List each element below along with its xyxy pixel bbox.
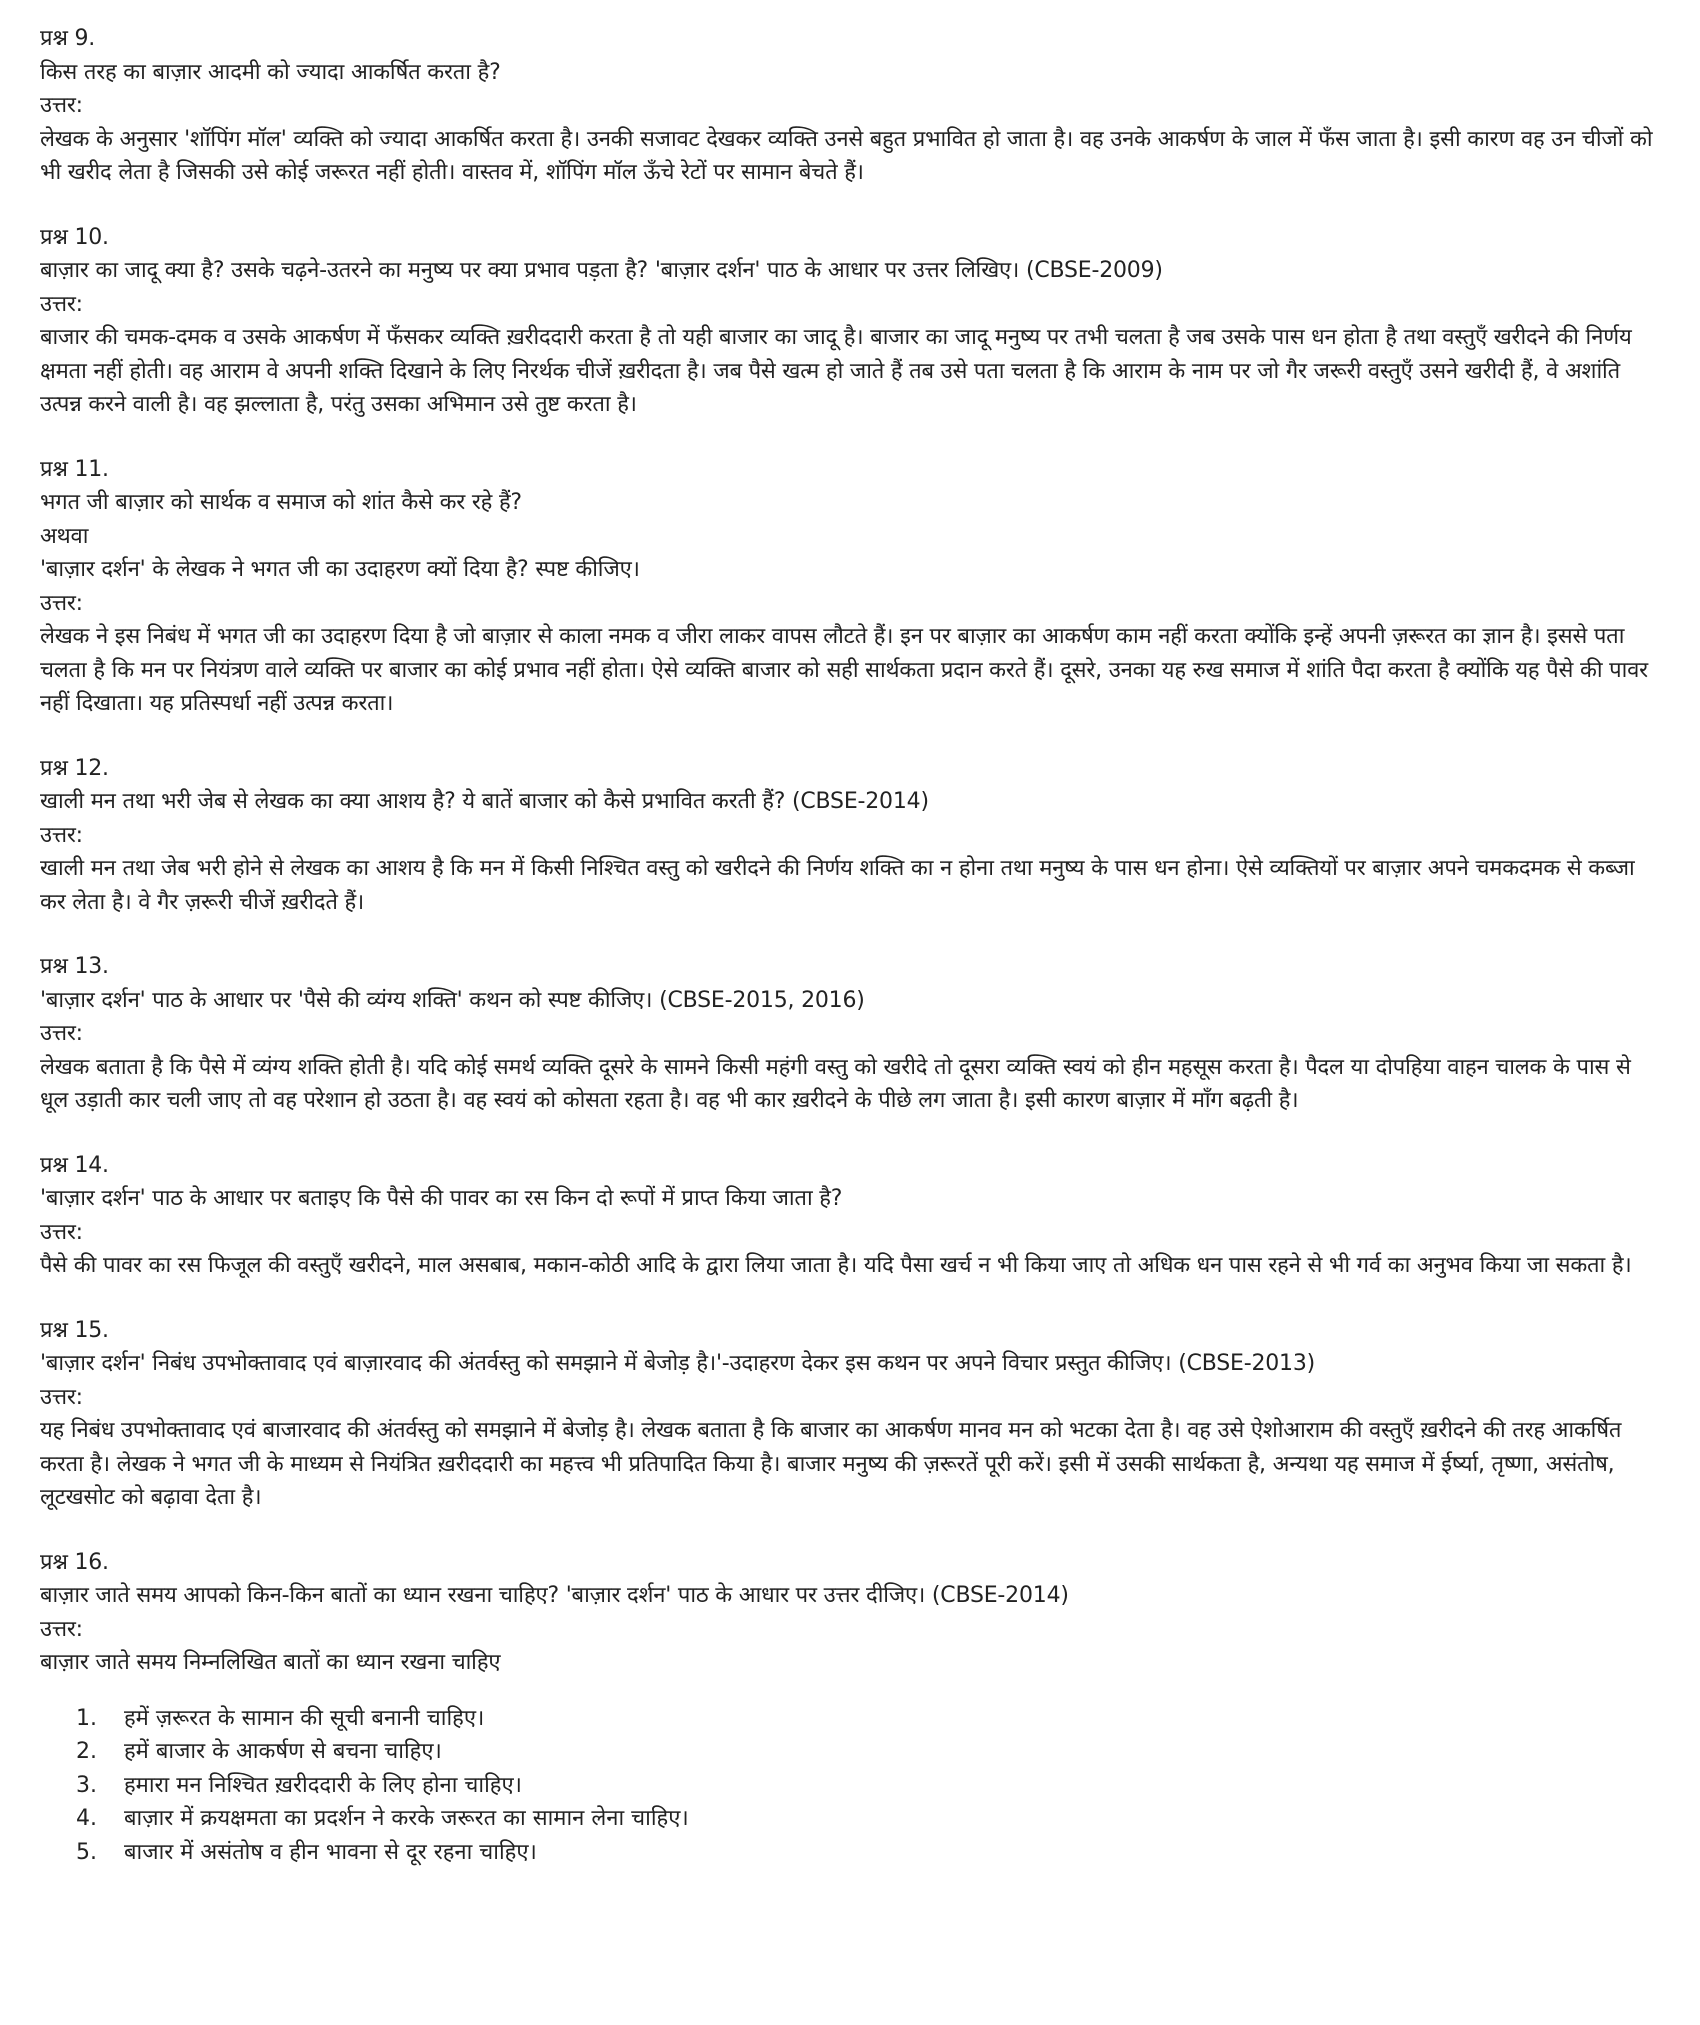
question-number: प्रश्न 16. bbox=[40, 1549, 109, 1575]
answer-numbered-list bbox=[40, 1702, 1664, 1870]
question-number: प्रश्न 9. bbox=[40, 26, 96, 51]
question-text: किस तरह का बाज़ार आदमी को ज्यादा आकर्षित करता है? bbox=[40, 59, 501, 85]
question-block-14 bbox=[40, 1149, 1664, 1283]
question-block-10 bbox=[40, 221, 1664, 422]
list-item: 4. बाज़ार में क्रयक्षमता का प्रदर्शन ने करके जरूरत का सामान लेना चाहिए। bbox=[104, 1802, 1664, 1836]
answer-label: उत्तर: bbox=[40, 822, 83, 848]
question-text: 'बाज़ार दर्शन' पाठ के आधार पर 'पैसे की व्यंग्य शक्ति' कथन को स्पष्ट कीजिए। (CBSE-2015, 2016) bbox=[40, 987, 865, 1013]
question-text: 'बाज़ार दर्शन' निबंध उपभोक्तावाद एवं बाज़ारवाद की अंतर्वस्तु को समझाने में बेजोड़ है।'-उदाहरण देकर इस कथन पर अपने विचार प्रस्तुत कीजिए। (CBSE-2013) bbox=[40, 1351, 1316, 1376]
question-block-12 bbox=[40, 752, 1664, 920]
answer-text: लेखक के अनुसार 'शॉपिंग मॉल' व्यक्ति को ज्यादा आकर्षित करता है। उनकी सजावट देखकर व्यक्ति उनसे बहुत प्रभावित हो जाता है। वह उनके आकर्षण के जाल में फँस जाता है। इसी कारण वह उन चीजों को भी खरीद लेता है जिसकी उसे कोई जरूरत नहीं होती। वास्तव में, शॉपिंग मॉल ऊँचे रेटों पर सामान बेचते हैं। bbox=[40, 126, 1653, 185]
question-text: भगत जी बाज़ार को सार्थक व समाज को शांत कैसे कर रहे हैं? bbox=[40, 490, 522, 515]
answer-text: लेखक बताता है कि पैसे में व्यंग्य शक्ति होती है। यदि कोई समर्थ व्यक्ति दूसरे के सामने किसी महंगी वस्तु को खरीदे तो दूसरा व्यक्ति स्वयं को हीन महसूस करता है। पैदल या दोपहिया वाहन चालक के पास से धूल उड़ाती कार चली जाए तो वह परेशान हो उठता है। वह स्वयं को कोसता रहता है। वह भी कार ख़रीदने के पीछे लग जाता है। इसी कारण बाज़ार में माँग बढ़ती है। bbox=[40, 1054, 1631, 1113]
question-number: प्रश्न 12. bbox=[40, 755, 109, 781]
answer-label: उत्तर: bbox=[40, 1219, 83, 1245]
question-block-9 bbox=[40, 22, 1664, 190]
question-text: खाली मन तथा भरी जेब से लेखक का क्या आशय है? ये बातें बाजार को कैसे प्रभावित करती हैं? (CBSE-2014) bbox=[40, 789, 929, 814]
question-block-11 bbox=[40, 453, 1664, 721]
answer-text: बाजार की चमक-दमक व उसके आकर्षण में फँसकर व्यक्ति ख़रीददारी करता है तो यही बाजार का जादू है। बाजार का जादू मनुष्य पर तभी चलता है जब उसके पास धन होता है तथा वस्तुएँ खरीदने की निर्णय क्षमता नहीं होती। वह आराम वे अपनी शक्ति दिखाने के लिए निरर्थक चीजें ख़रीदता है। जब पैसे खत्म हो जाते हैं तब उसे पता चलता है कि आराम के नाम पर जो गैर जरूरी वस्तुएँ उसने खरीदी हैं, वे अशांति उत्पन्न करने वाली है। वह झल्लाता है, परंतु उसका अभिमान उसे तुष्ट करता है। bbox=[40, 325, 1632, 417]
question-number: प्रश्न 10. bbox=[40, 224, 109, 250]
question-number: प्रश्न 13. bbox=[40, 954, 109, 979]
answer-text: खाली मन तथा जेब भरी होने से लेखक का आशय है कि मन में किसी निश्चित वस्तु को खरीदने की निर्णय शक्ति का न होना तथा मनुष्य के पास धन होना। ऐसे व्यक्तियों पर बाज़ार अपने चमकदमक से कब्जा कर लेता है। वे गैर ज़रूरी चीजें ख़रीदते हैं। bbox=[40, 856, 1635, 915]
question-text: बाज़ार का जादू क्या है? उसके चढ़ने-उतरने का मनुष्य पर क्या प्रभाव पड़ता है? 'बाज़ार दर्शन' पाठ के आधार पर उत्तर लिखिए। (CBSE-2009) bbox=[40, 258, 1163, 283]
list-item: 5. बाजार में असंतोष व हीन भावना से दूर रहना चाहिए। bbox=[104, 1836, 1664, 1870]
answer-text: पैसे की पावर का रस फिजूल की वस्तुएँ खरीदने, माल असबाब, मकान-कोठी आदि के द्वारा लिया जाता है। यदि पैसा खर्च न भी किया जाए तो अधिक धन पास रहने से भी गर्व का अनुभव किया जा सकता है। bbox=[40, 1253, 1632, 1278]
answer-label: उत्तर: bbox=[40, 93, 83, 118]
list-item: 3. हमारा मन निश्चित ख़रीददारी के लिए होना चाहिए। bbox=[104, 1769, 1664, 1803]
question-number: प्रश्न 15. bbox=[40, 1317, 109, 1343]
answer-label: उत्तर: bbox=[40, 291, 83, 317]
answer-label: उत्तर: bbox=[40, 1384, 83, 1410]
question-text: 'बाज़ार दर्शन' पाठ के आधार पर बताइए कि पैसे की पावर का रस किन दो रूपों में प्राप्त किया जाता है? bbox=[40, 1186, 843, 1211]
answer-label: उत्तर: bbox=[40, 1616, 83, 1642]
answer-text: यह निबंध उपभोक्तावाद एवं बाजारवाद की अंतर्वस्तु को समझाने में बेजोड़ है। लेखक बताता है कि बाजार का आकर्षण मानव मन को भटका देता है। वह उसे ऐशोआराम की वस्तुएँ ख़रीदने की तरह आकर्षित करता है। लेखक ने भगत जी के माध्यम से नियंत्रित ख़रीददारी का महत्त्व भी प्रतिपादित किया है। बाजार मनुष्य की ज़रूरतें पूरी करें। इसी में उसकी सार्थकता है, अन्यथा यह समाज में ईर्ष्या, तृष्णा, असंतोष, लूटखसोट को बढ़ावा देता है। bbox=[40, 1418, 1622, 1510]
question-block-16 bbox=[40, 1546, 1664, 1870]
answer-text: लेखक ने इस निबंध में भगत जी का उदाहरण दिया है जो बाज़ार से काला नमक व जीरा लाकर वापस लौटते हैं। इन पर बाज़ार का आकर्षण काम नहीं करता क्योंकि इन्हें अपनी ज़रूरत का ज्ञान है। इससे पता चलता है कि मन पर नियंत्रण वाले व्यक्ति पर बाजार का कोई प्रभाव नहीं होता। ऐसे व्यक्ति बाजार को सही सार्थकता प्रदान करते हैं। दूसरे, उनका यह रुख समाज में शांति पैदा करता है क्योंकि यह पैसे की पावर नहीं दिखाता। यह प्रतिस्पर्धा नहीं उत्पन्न करता। bbox=[40, 624, 1648, 716]
question-block-15 bbox=[40, 1314, 1664, 1515]
or-separator: अथवा bbox=[40, 523, 89, 549]
answer-intro-text: बाज़ार जाते समय निम्नलिखित बातों का ध्यान रखना चाहिए bbox=[40, 1650, 501, 1675]
list-item: 2. हमें बाजार के आकर्षण से बचना चाहिए। bbox=[104, 1735, 1664, 1769]
question-number: प्रश्न 11. bbox=[40, 456, 109, 482]
question-block-13 bbox=[40, 950, 1664, 1118]
list-item: 1. हमें ज़रूरत के सामान की सूची बनानी चाहिए। bbox=[104, 1702, 1664, 1736]
question-text: बाज़ार जाते समय आपको किन-किन बातों का ध्यान रखना चाहिए? 'बाज़ार दर्शन' पाठ के आधार पर उत्तर दीजिए। (CBSE-2014) bbox=[40, 1583, 1069, 1608]
question-number: प्रश्न 14. bbox=[40, 1152, 109, 1178]
answer-label: उत्तर: bbox=[40, 1021, 83, 1046]
question-text-alternate: 'बाज़ार दर्शन' के लेखक ने भगत जी का उदाहरण क्यों दिया है? स्पष्ट कीजिए। bbox=[40, 557, 640, 582]
answer-label: उत्तर: bbox=[40, 590, 83, 616]
